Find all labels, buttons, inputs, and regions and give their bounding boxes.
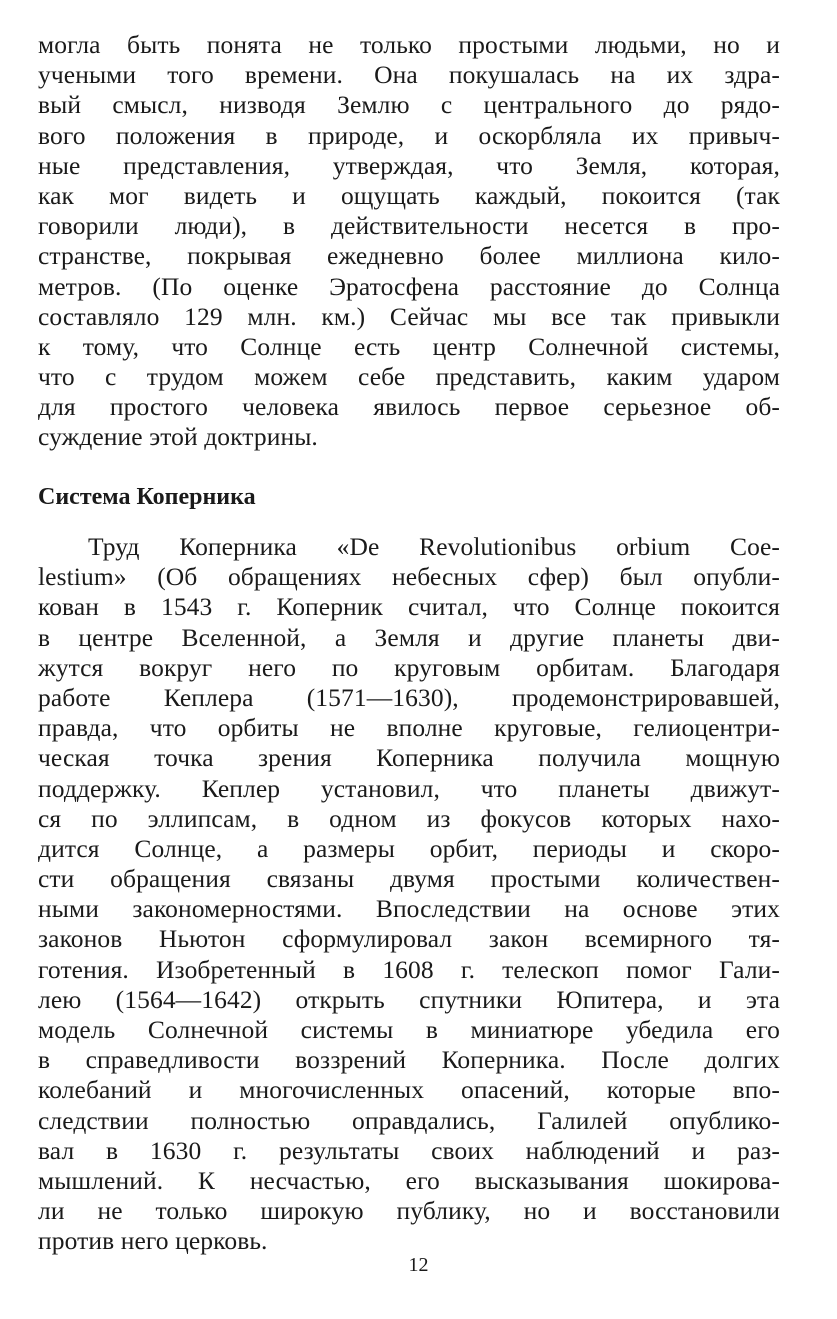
- text-line: ся по эллипсам, в одном из фокусов которых нахо-: [38, 803, 780, 833]
- text-line: странстве, покрывая ежедневно более миллиона кило-: [38, 241, 780, 271]
- text-line: законов Ньютон сформулировал закон всемирного тя-: [38, 924, 780, 954]
- text-line: составляло 129 млн. км.) Сейчас мы все так привыкли: [38, 301, 780, 331]
- text-line: сти обращения связаны двумя простыми количествен-: [38, 864, 780, 894]
- text-line: учеными того времени. Она покушалась на их здра-: [38, 60, 780, 90]
- text-line: против него церковь.: [38, 1226, 268, 1256]
- text-line: колебаний и многочисленных опасений, которые впо-: [38, 1075, 780, 1105]
- text-line: лею (1564—1642) открыть спутники Юпитера, и эта: [38, 984, 780, 1014]
- text-line: вого положения в природе, и оскорбляла их привыч-: [38, 120, 780, 150]
- text-line: вый смысл, низводя Землю с центрального до рядо-: [38, 90, 780, 120]
- text-line: мышлений. К несчастью, его высказывания шокирова-: [38, 1165, 780, 1195]
- text-line: что с трудом можем себе представить, каким ударом: [38, 362, 780, 392]
- text-line: суждение этой доктрины.: [38, 422, 318, 452]
- text-line: ными закономерностями. Впоследствии на основе этих: [38, 894, 780, 924]
- text-line: для простого человека явилось первое серьезное об-: [38, 392, 780, 422]
- text-line: в центре Вселенной, а Земля и другие планеты дви-: [38, 622, 780, 652]
- text-line: ные представления, утверждая, что Земля, которая,: [38, 150, 780, 180]
- text-line: Труд Коперника «De Revolutionibus orbium Coe-: [88, 532, 780, 561]
- section-heading: Система Коперника: [38, 484, 256, 510]
- text-line: жутся вокруг него по круговым орбитам. Благодаря: [38, 652, 780, 682]
- text-line: могла быть понята не только простыми людьми, но и: [38, 30, 780, 59]
- text-line: работе Кеплера (1571—1630), продемонстрировавшей,: [38, 682, 780, 712]
- text-line: как мог видеть и ощущать каждый, покоится (так: [38, 180, 780, 210]
- text-line: ли не только широкую публику, но и восстановили: [38, 1196, 780, 1226]
- text-line: правда, что орбиты не вполне круговые, гелиоцентри-: [38, 713, 780, 743]
- text-line: следствии полностью оправдались, Галилей опублико-: [38, 1105, 780, 1135]
- paragraph-1: [38, 30, 780, 453]
- text-line: вал в 1630 г. результаты своих наблюдений и раз-: [38, 1135, 780, 1165]
- text-line: в справедливости воззрений Коперника. После долгих: [38, 1045, 780, 1075]
- paragraph-2: [38, 532, 780, 1257]
- page-number: 12: [408, 1254, 429, 1276]
- text-line: к тому, что Солнце есть центр Солнечной системы,: [38, 331, 780, 361]
- text-line: lestium» (Об обращениях небесных сфер) был опубли-: [38, 562, 780, 592]
- text-line: готения. Изобретенный в 1608 г. телескоп помог Гали-: [38, 954, 780, 984]
- text-line: говорили люди), в действительности несется в про-: [38, 211, 780, 241]
- text-line: поддержку. Кеплер установил, что планеты движут-: [38, 773, 780, 803]
- text-line: метров. (По оценке Эратосфена расстояние до Солнца: [38, 271, 780, 301]
- text-line: дится Солнце, а размеры орбит, периоды и скоро-: [38, 833, 780, 863]
- text-line: модель Солнечной системы в миниатюре убедила его: [38, 1015, 780, 1044]
- text-line: кован в 1543 г. Коперник считал, что Солнце покоится: [38, 592, 780, 622]
- text-line: ческая точка зрения Коперника получила мощную: [38, 743, 780, 773]
